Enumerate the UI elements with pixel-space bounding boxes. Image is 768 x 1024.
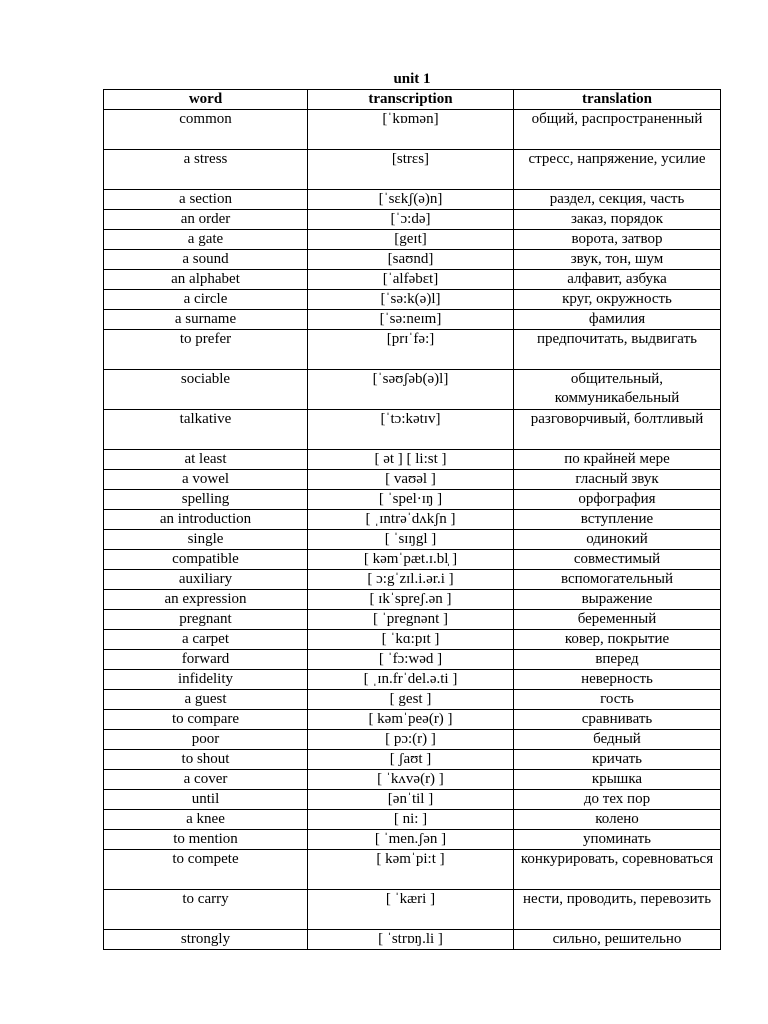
cell-word: sociable [104,370,308,410]
cell-transcription: [geɪt] [308,230,514,250]
cell-translation: вспомогательный [514,570,721,590]
cell-translation: орфография [514,490,721,510]
cell-translation: раздел, секция, часть [514,190,721,210]
cell-word: talkative [104,410,308,450]
cell-transcription: [ vaʊəl ] [308,470,514,490]
cell-transcription: [ ˈkæri ] [308,890,514,930]
cell-transcription: [ ˌɪntrəˈdʌkʃn ] [308,510,514,530]
cell-translation: стресс, напряжение, усилие [514,150,721,190]
cell-word: a gate [104,230,308,250]
column-header-translation: translation [514,90,721,110]
cell-translation: до тех пор [514,790,721,810]
cell-translation: круг, окружность [514,290,721,310]
table-row [104,790,721,810]
cell-transcription: [ənˈtil ] [308,790,514,810]
cell-translation: алфавит, азбука [514,270,721,290]
cell-word: a vowel [104,470,308,490]
table-row [104,850,721,890]
table-row [104,150,721,190]
cell-translation: предпочитать, выдвигать [514,330,721,370]
cell-translation: бедный [514,730,721,750]
table-row [104,550,721,570]
cell-transcription: [ ˈsɪŋgl ] [308,530,514,550]
cell-translation: вперед [514,650,721,670]
cell-translation: сравнивать [514,710,721,730]
cell-word: single [104,530,308,550]
cell-transcription: [ ʃaʊt ] [308,750,514,770]
table-row [104,230,721,250]
cell-transcription: [strɛs] [308,150,514,190]
table-row [104,470,721,490]
cell-transcription: [ˈsɛkʃ(ə)n] [308,190,514,210]
table-row [104,890,721,930]
cell-transcription: [ kəmˈpeə(r) ] [308,710,514,730]
table-row [104,410,721,450]
cell-translation: общительный, коммуникабельный [514,370,721,410]
table-row [104,670,721,690]
cell-transcription: [saʊnd] [308,250,514,270]
table-body [104,110,721,950]
page-title: unit 1 [393,71,431,87]
cell-transcription: [ ɪkˈspreʃ.ən ] [308,590,514,610]
cell-word: spelling [104,490,308,510]
table-row [104,830,721,850]
table-row [104,210,721,230]
cell-translation: сильно, решительно [514,930,721,950]
cell-word: to shout [104,750,308,770]
cell-word: to compare [104,710,308,730]
table-row [104,630,721,650]
cell-translation: упоминать [514,830,721,850]
cell-word: common [104,110,308,150]
cell-word: poor [104,730,308,750]
cell-transcription: [ ˈfɔ:wəd ] [308,650,514,670]
cell-transcription: [ ˈkʌvə(r) ] [308,770,514,790]
column-header-transcription: transcription [308,90,514,110]
cell-word: forward [104,650,308,670]
cell-transcription: [ˈalfəbɛt] [308,270,514,290]
cell-translation: конкурировать, соревноваться [514,850,721,890]
table-row [104,110,721,150]
cell-translation: одинокий [514,530,721,550]
cell-word: an order [104,210,308,230]
cell-translation: ковер, покрытие [514,630,721,650]
cell-word: a sound [104,250,308,270]
cell-translation: беременный [514,610,721,630]
cell-word: an introduction [104,510,308,530]
cell-transcription: [ ət ] [ li:st ] [308,450,514,470]
cell-translation: выражение [514,590,721,610]
table-row [104,810,721,830]
table-row [104,450,721,470]
cell-word: a cover [104,770,308,790]
cell-transcription: [ kəmˈpæt.ɪ.bl̩ ] [308,550,514,570]
table-row [104,490,721,510]
table-row [104,250,721,270]
cell-word: a stress [104,150,308,190]
cell-translation: вступление [514,510,721,530]
table-row [104,750,721,770]
cell-word: an alphabet [104,270,308,290]
table-row [104,690,721,710]
cell-translation: кричать [514,750,721,770]
cell-word: a section [104,190,308,210]
cell-word: to mention [104,830,308,850]
table-row [104,650,721,670]
cell-transcription: [ ˈstrɒŋ.li ] [308,930,514,950]
cell-translation: звук, тон, шум [514,250,721,270]
cell-word: auxiliary [104,570,308,590]
vocabulary-table [103,89,721,950]
cell-transcription: [ pɔ:(r) ] [308,730,514,750]
cell-transcription: [ˈsəʊʃəb(ə)l] [308,370,514,410]
cell-translation: общий, распространенный [514,110,721,150]
cell-word: a knee [104,810,308,830]
cell-translation: ворота, затвор [514,230,721,250]
cell-word: a surname [104,310,308,330]
table-row [104,190,721,210]
cell-transcription: [ ˈspel·ɪŋ ] [308,490,514,510]
cell-word: to compete [104,850,308,890]
cell-translation: по крайней мере [514,450,721,470]
cell-transcription: [ ɔ:gˈzɪl.i.ər.i ] [308,570,514,590]
cell-translation: нести, проводить, перевозить [514,890,721,930]
cell-word: infidelity [104,670,308,690]
cell-word: a guest [104,690,308,710]
table-row [104,570,721,590]
cell-transcription: [ kəmˈpi:t ] [308,850,514,890]
cell-translation: гость [514,690,721,710]
cell-transcription: [ ˌɪn.frˈdel.ə.ti ] [308,670,514,690]
table-row [104,510,721,530]
cell-transcription: [ˈkɒmən] [308,110,514,150]
cell-word: until [104,790,308,810]
cell-word: at least [104,450,308,470]
table-row [104,730,721,750]
cell-translation: совместимый [514,550,721,570]
cell-transcription: [prɪˈfə:] [308,330,514,370]
cell-transcription: [ˈsə:k(ə)l] [308,290,514,310]
cell-transcription: [ˈɔ:də] [308,210,514,230]
cell-word: to carry [104,890,308,930]
table-row [104,270,721,290]
table-row [104,530,721,550]
table-row [104,310,721,330]
cell-transcription: [ ˈkɑ:pɪt ] [308,630,514,650]
table-row [104,330,721,370]
cell-word: strongly [104,930,308,950]
table-row [104,710,721,730]
cell-word: a carpet [104,630,308,650]
table-row [104,370,721,410]
cell-transcription: [ ˈmen.ʃən ] [308,830,514,850]
table-row [104,590,721,610]
cell-transcription: [ ni: ] [308,810,514,830]
cell-transcription: [ gest ] [308,690,514,710]
cell-word: to prefer [104,330,308,370]
table-row [104,770,721,790]
table-header-row [104,90,721,110]
cell-word: compatible [104,550,308,570]
cell-translation: колено [514,810,721,830]
cell-translation: фамилия [514,310,721,330]
table-row [104,610,721,630]
cell-translation: заказ, порядок [514,210,721,230]
cell-word: an expression [104,590,308,610]
cell-transcription: [ ˈpregnənt ] [308,610,514,630]
cell-translation: крышка [514,770,721,790]
column-header-word: word [104,90,308,110]
cell-transcription: [ˈsə:neɪm] [308,310,514,330]
cell-word: a circle [104,290,308,310]
cell-translation: гласный звук [514,470,721,490]
cell-translation: разговорчивый, болтливый [514,410,721,450]
cell-translation: неверность [514,670,721,690]
cell-transcription: [ˈtɔ:kətɪv] [308,410,514,450]
table-row [104,930,721,950]
cell-word: pregnant [104,610,308,630]
table-row [104,290,721,310]
